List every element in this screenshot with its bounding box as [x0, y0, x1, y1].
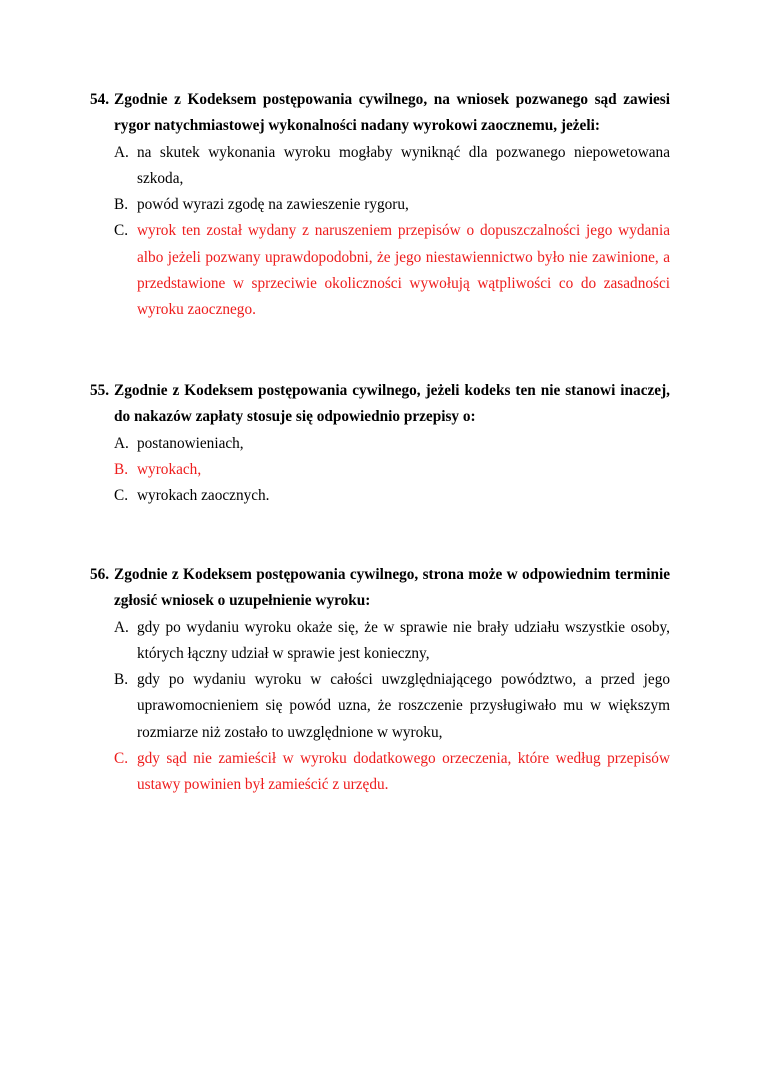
- option-a: [114, 431, 670, 457]
- question-stem: [90, 562, 670, 615]
- option-text: postanowieniach,: [137, 434, 244, 452]
- option-letter: C.: [114, 222, 129, 240]
- option-text: wyrokach,: [137, 460, 202, 478]
- option-b: [114, 667, 670, 746]
- option-a: [114, 615, 670, 668]
- option-b: [114, 192, 670, 218]
- option-c: [114, 483, 670, 509]
- option-text: wyrok ten został wydany z naruszeniem przepisów o dopuszczalności jego wydania albo jeżeli pozwany uprawdopodobni, że jego niestawiennictwo było nie zawinione, a przedstawione w sprzeciwie okoliczności wywołują wątpliwości co do zasadności wyroku zaocznego.: [137, 222, 670, 319]
- question-stem: [90, 378, 670, 431]
- question-56: [90, 562, 670, 799]
- question-number: 55.: [90, 382, 110, 399]
- option-letter: B.: [114, 196, 129, 214]
- option-letter: B.: [114, 671, 129, 689]
- question-text: Zgodnie z Kodeksem postępowania cywilnego, jeżeli kodeks ten nie stanowi inaczej, do nakazów zapłaty stosuje się odpowiednio przepisy o:: [114, 382, 670, 426]
- option-text: na skutek wykonania wyroku mogłaby wyniknąć dla pozwanego niepowetowana szkoda,: [137, 143, 670, 187]
- option-text: gdy po wydaniu wyroku okaże się, że w sprawie nie brały udziału wszystkie osoby, których łączny udział w sprawie jest konieczny,: [137, 618, 670, 662]
- option-text: gdy po wydaniu wyroku w całości uwzględniającego powództwo, a przed jego uprawomocnieniem się powód uzna, że roszczenie przysługiwało mu w większym rozmiarze niż zostało to uwzględnione w wyroku,: [137, 671, 670, 741]
- question-text: Zgodnie z Kodeksem postępowania cywilnego, na wniosek pozwanego sąd zawiesi rygor natychmiastowej wykonalności nadany wyrokowi zaocznemu, jeżeli:: [114, 91, 670, 135]
- option-b-correct: [114, 457, 670, 483]
- option-text: wyrokach zaocznych.: [137, 487, 270, 505]
- option-letter: A.: [114, 434, 129, 452]
- question-number: 56.: [90, 566, 110, 583]
- option-letter: A.: [114, 618, 129, 636]
- option-letter: A.: [114, 143, 129, 161]
- question-text: Zgodnie z Kodeksem postępowania cywilnego, strona może w odpowiednim terminie zgłosić wniosek o uzupełnienie wyroku:: [114, 566, 670, 610]
- option-a: [114, 140, 670, 193]
- option-letter: C.: [114, 487, 129, 505]
- option-letter: B.: [114, 460, 129, 478]
- question-number: 54.: [90, 91, 110, 108]
- option-text: powód wyrazi zgodę na zawieszenie rygoru,: [137, 196, 409, 214]
- question-54: [90, 87, 670, 324]
- question-stem: [90, 87, 670, 140]
- option-text: gdy sąd nie zamieścił w wyroku dodatkowego orzeczenia, które według przepisów ustawy powinien był zamieścić z urzędu.: [137, 750, 670, 794]
- option-letter: C.: [114, 750, 129, 768]
- option-c-correct: [114, 746, 670, 799]
- question-55: [90, 378, 670, 509]
- option-c-correct: [114, 218, 670, 323]
